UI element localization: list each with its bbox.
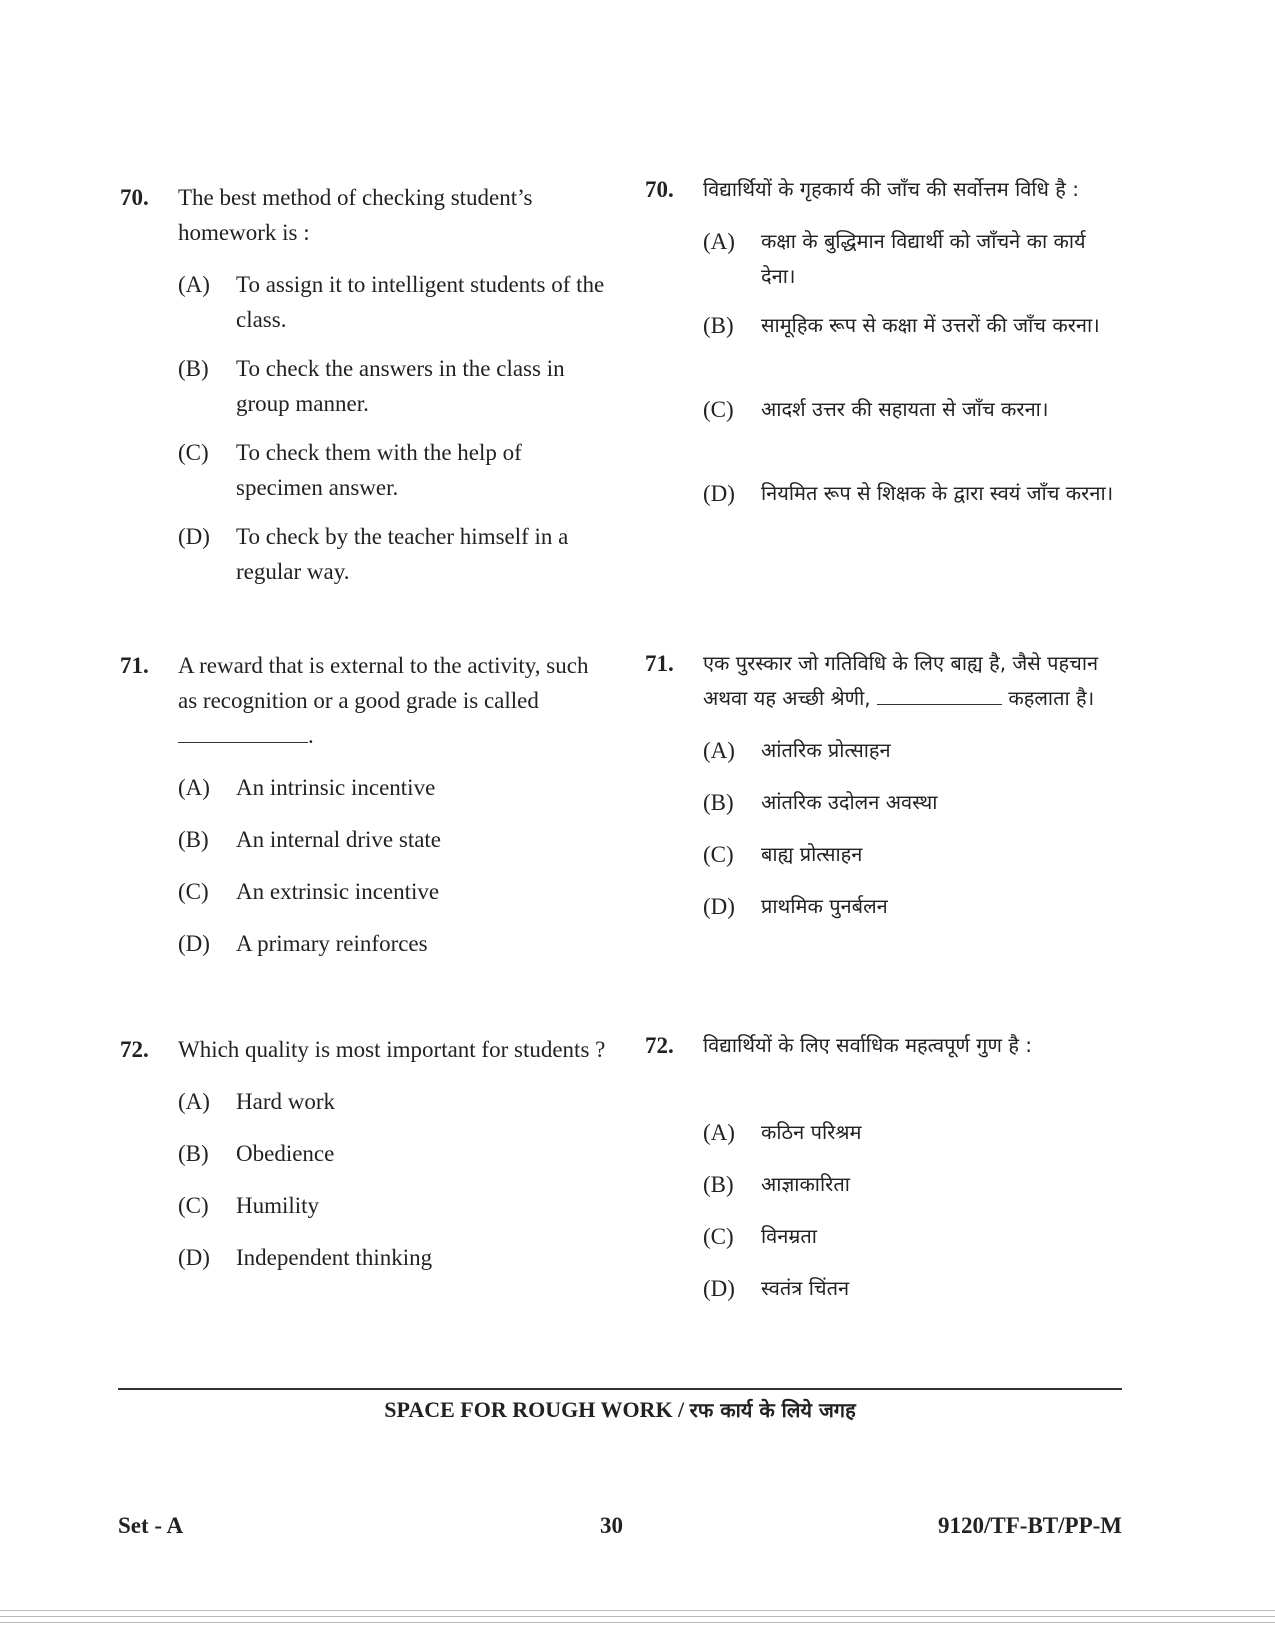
question-70-hi xyxy=(645,172,1125,511)
option-text: An internal drive state xyxy=(236,827,442,852)
question-71-en xyxy=(120,648,610,961)
option-b xyxy=(703,1167,1125,1202)
option-text: An intrinsic incentive xyxy=(236,775,436,800)
question-number: 71. xyxy=(645,651,674,676)
option-label: (B) xyxy=(703,313,734,338)
option-label: (D) xyxy=(703,1276,735,1301)
option-text: कठिन परिश्रम xyxy=(761,1120,862,1144)
question-number: 71. xyxy=(120,653,149,678)
question-number: 72. xyxy=(120,1037,149,1062)
footer-page-number: 30 xyxy=(600,1513,623,1538)
option-label: (C) xyxy=(703,842,734,867)
answer-blank xyxy=(877,684,1002,705)
option-d xyxy=(703,476,1125,511)
option-a xyxy=(178,1084,610,1119)
option-label: (C) xyxy=(703,1224,734,1249)
option-c xyxy=(703,837,1125,872)
option-text: सामूहिक रूप से कक्षा में उत्तरों की जाँच करना। xyxy=(761,313,1100,337)
option-label: (B) xyxy=(703,1172,734,1197)
option-d xyxy=(703,1271,1125,1306)
option-text: आज्ञाकारिता xyxy=(761,1172,850,1196)
option-label: (A) xyxy=(178,272,210,297)
option-text: Independent thinking xyxy=(236,1245,433,1270)
question-text: विद्यार्थियों के लिए सर्वाधिक महत्वपूर्ण गुण है : xyxy=(703,1033,1033,1057)
option-d xyxy=(178,519,610,589)
rough-work-en: SPACE FOR ROUGH WORK / xyxy=(384,1397,685,1422)
rough-work-hi: रफ कार्य के लिये जगह xyxy=(689,1398,856,1422)
option-label: (C) xyxy=(178,879,209,904)
option-d xyxy=(178,926,610,961)
option-text: Obedience xyxy=(236,1141,335,1166)
option-label: (A) xyxy=(703,738,735,763)
option-text: Humility xyxy=(236,1193,320,1218)
question-text: विद्यार्थियों के गृहकार्य की जाँच की सर्वोत्तम विधि है : xyxy=(703,177,1079,201)
footer-set: Set - A xyxy=(118,1513,184,1538)
option-label: (D) xyxy=(178,524,210,549)
option-a xyxy=(703,224,1125,294)
question-number: 70. xyxy=(645,177,674,202)
option-label: (A) xyxy=(703,229,735,254)
answer-blank xyxy=(178,722,308,743)
scan-edge-line xyxy=(0,1616,1275,1617)
option-text: आदर्श उत्तर की सहायता से जाँच करना। xyxy=(761,397,1049,421)
option-text: आंतरिक उदोलन अवस्था xyxy=(761,790,938,814)
rough-work-divider xyxy=(118,1388,1122,1390)
option-c xyxy=(178,1188,610,1223)
option-b xyxy=(178,822,610,857)
option-text: विनम्रता xyxy=(761,1224,817,1248)
option-label: (B) xyxy=(178,827,209,852)
option-text: कक्षा के बुद्धिमान विद्यार्थी को जाँचने का कार्य देना। xyxy=(761,229,1086,288)
option-a xyxy=(703,733,1125,768)
question-text: Which quality is most important for students ? xyxy=(178,1037,606,1062)
option-b xyxy=(178,351,610,421)
question-text: The best method of checking student’s homework is : xyxy=(178,185,533,245)
option-text: आंतरिक प्रोत्साहन xyxy=(761,738,891,762)
option-label: (C) xyxy=(178,1193,209,1218)
option-b xyxy=(703,785,1125,820)
option-a xyxy=(178,267,610,337)
option-c xyxy=(703,1219,1125,1254)
option-label: (D) xyxy=(178,931,210,956)
option-label: (B) xyxy=(178,356,209,381)
question-70-en xyxy=(120,180,610,589)
option-label: (C) xyxy=(703,397,734,422)
option-d xyxy=(178,1240,610,1275)
option-text: To check the answers in the class in group manner. xyxy=(236,356,565,416)
question-text-main: एक पुरस्कार जो गतिविधि के लिए बाह्य है, जैसे पहचान अथवा यह अच्छी श्रेणी, xyxy=(703,651,1099,710)
option-label: (D) xyxy=(178,1245,210,1270)
option-c xyxy=(178,874,610,909)
rough-work-heading xyxy=(118,1396,1122,1423)
question-72-hi xyxy=(645,1028,1125,1306)
option-label: (A) xyxy=(178,1089,210,1114)
option-text: An extrinsic incentive xyxy=(236,879,440,904)
option-a xyxy=(178,770,610,805)
option-text: To check them with the help of specimen answer. xyxy=(236,440,522,500)
question-number: 72. xyxy=(645,1033,674,1058)
option-text: नियमित रूप से शिक्षक के द्वारा स्वयं जाँच करना। xyxy=(761,481,1114,505)
question-number: 70. xyxy=(120,185,149,210)
option-text: स्वतंत्र चिंतन xyxy=(761,1276,850,1300)
question-71-hi xyxy=(645,646,1125,924)
question-text-end: कहलाता है। xyxy=(1008,686,1095,710)
option-c xyxy=(703,392,1125,427)
question-text-main: A reward that is external to the activity, such as recognition or a good grade is called xyxy=(178,653,589,713)
option-label: (D) xyxy=(703,894,735,919)
option-b xyxy=(178,1136,610,1171)
option-text: Hard work xyxy=(236,1089,335,1114)
option-label: (B) xyxy=(178,1141,209,1166)
scan-edge-line xyxy=(0,1610,1275,1611)
option-label: (B) xyxy=(703,790,734,815)
option-label: (D) xyxy=(703,481,735,506)
scan-edge-line xyxy=(0,1622,1275,1623)
option-c xyxy=(178,435,610,505)
question-text xyxy=(178,648,610,753)
option-label: (C) xyxy=(178,440,209,465)
question-text xyxy=(703,646,1125,716)
option-label: (A) xyxy=(178,775,210,800)
option-text: A primary reinforces xyxy=(236,931,428,956)
option-a xyxy=(703,1115,1125,1150)
option-text: प्राथमिक पुनर्बलन xyxy=(761,894,888,918)
option-text: To assign it to intelligent students of the class. xyxy=(236,272,605,332)
option-d xyxy=(703,889,1125,924)
option-b xyxy=(703,308,1125,343)
question-72-en xyxy=(120,1032,610,1275)
option-label: (A) xyxy=(703,1120,735,1145)
footer-paper-code: 9120/TF-BT/PP-M xyxy=(938,1513,1122,1538)
question-text-end: . xyxy=(308,723,314,748)
option-text: बाह्य प्रोत्साहन xyxy=(761,842,863,866)
option-text: To check by the teacher himself in a regular way. xyxy=(236,524,569,584)
